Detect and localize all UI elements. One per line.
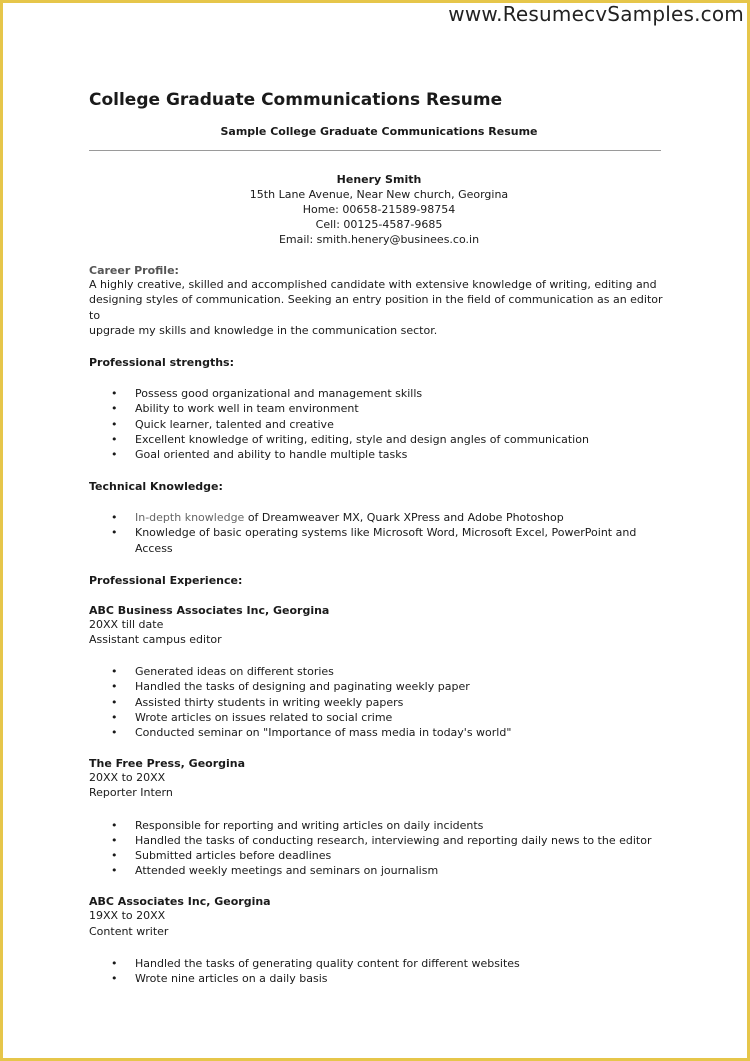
technical-heading: Technical Knowledge: <box>89 480 223 494</box>
job-dates: 20XX till date <box>89 617 164 631</box>
list-item: • Handled the tasks of conducting research, interviewing and reporting daily news to the editor <box>111 833 652 847</box>
resume-document <box>89 90 669 986</box>
list-item: • Handled the tasks of designing and paginating weekly paper <box>111 680 470 694</box>
job-company: The Free Press, Georgina <box>89 757 246 771</box>
strengths-heading: Professional strengths: <box>89 356 234 370</box>
job-role: Reporter Intern <box>89 786 173 800</box>
bullet-icon: • <box>111 726 118 740</box>
career-profile-line: upgrade my skills and knowledge in the communication sector. <box>89 323 438 337</box>
job-company: ABC Business Associates Inc, Georgina <box>89 603 330 617</box>
bullet-icon: • <box>111 710 118 724</box>
career-profile-label: Career Profile: <box>89 264 179 277</box>
list-item: • Knowledge of basic operating systems like Microsoft Word, Microsoft Excel, PowerPoint and Access <box>111 526 637 555</box>
cell-phone: Cell: 00125-4587-9685 <box>315 218 443 231</box>
page-title: College Graduate Communications Resume <box>89 90 503 110</box>
contact-block <box>89 172 669 247</box>
bullet-icon: • <box>111 402 118 416</box>
bullet-icon: • <box>111 818 118 832</box>
list-item: • Quick learner, talented and creative <box>111 417 334 431</box>
list-item: • Generated ideas on different stories <box>111 665 334 679</box>
bullet-icon: • <box>111 972 118 986</box>
candidate-name: Henery Smith <box>336 173 422 186</box>
bullet-icon: • <box>111 526 118 540</box>
bullet-icon: • <box>111 432 118 446</box>
bullet-icon: • <box>111 849 118 863</box>
bullet-icon: • <box>111 387 118 401</box>
bullet-icon: • <box>111 665 118 679</box>
experience-heading: Professional Experience: <box>89 573 243 587</box>
page-subtitle: Sample College Graduate Communications Resume <box>220 125 538 138</box>
list-item: • Assisted thirty students in writing weekly papers <box>111 695 404 709</box>
job-dates: 20XX to 20XX <box>89 771 166 785</box>
job-role: Assistant campus editor <box>89 633 222 647</box>
list-item: • Goal oriented and ability to handle multiple tasks <box>111 448 408 461</box>
bullet-icon: • <box>111 956 118 970</box>
strengths-list <box>89 386 669 462</box>
job-duties-list <box>89 956 669 986</box>
list-item: • Possess good organizational and management skills <box>111 387 423 401</box>
career-profile-text <box>89 277 669 338</box>
address: 15th Lane Avenue, Near New church, Georgina <box>249 188 509 201</box>
technical-list <box>89 510 669 556</box>
bullet-icon: • <box>111 511 118 525</box>
job-duties-list <box>89 664 669 740</box>
list-item: • Handled the tasks of generating quality content for different websites <box>111 956 520 970</box>
bullet-icon: • <box>111 864 118 878</box>
list-item: • Wrote articles on issues related to social crime <box>111 710 393 724</box>
list-item: • Ability to work well in team environment <box>111 402 359 416</box>
job-duties-list <box>89 818 669 879</box>
site-url[interactable]: www.ResumecvSamples.com <box>448 2 744 26</box>
divider <box>89 150 661 151</box>
bullet-icon: • <box>111 695 118 709</box>
bullet-icon: • <box>111 448 118 461</box>
bullet-icon: • <box>111 833 118 847</box>
job-company: ABC Associates Inc, Georgina <box>89 895 271 909</box>
bullet-icon: • <box>111 417 118 431</box>
bullet-icon: • <box>111 680 118 694</box>
job-role: Content writer <box>89 924 169 938</box>
email: Email: smith.henery@businees.co.in <box>278 233 480 246</box>
list-item: • Responsible for reporting and writing articles on daily incidents <box>111 818 484 832</box>
career-profile-line: A highly creative, skilled and accomplished candidate with extensive knowledge of writing, editing and <box>89 278 657 291</box>
list-item: • Attended weekly meetings and seminars on journalism <box>111 864 439 878</box>
list-item: • Wrote nine articles on a daily basis <box>111 972 328 986</box>
list-item: • Conducted seminar on "Importance of mass media in today's world" <box>111 726 512 740</box>
home-phone: Home: 00658-21589-98754 <box>302 203 456 216</box>
list-item: • In-depth knowledge of Dreamweaver MX, Quark XPress and Adobe Photoshop <box>111 511 564 525</box>
career-profile-line: designing styles of communication. Seeking an entry position in the field of communication as an editor to <box>89 293 663 322</box>
list-item: • Excellent knowledge of writing, editing, style and design angles of communication <box>111 432 589 446</box>
muted-phrase: In-depth knowledge <box>135 511 245 525</box>
list-item: • Submitted articles before deadlines <box>111 849 332 863</box>
job-dates: 19XX to 20XX <box>89 909 166 923</box>
